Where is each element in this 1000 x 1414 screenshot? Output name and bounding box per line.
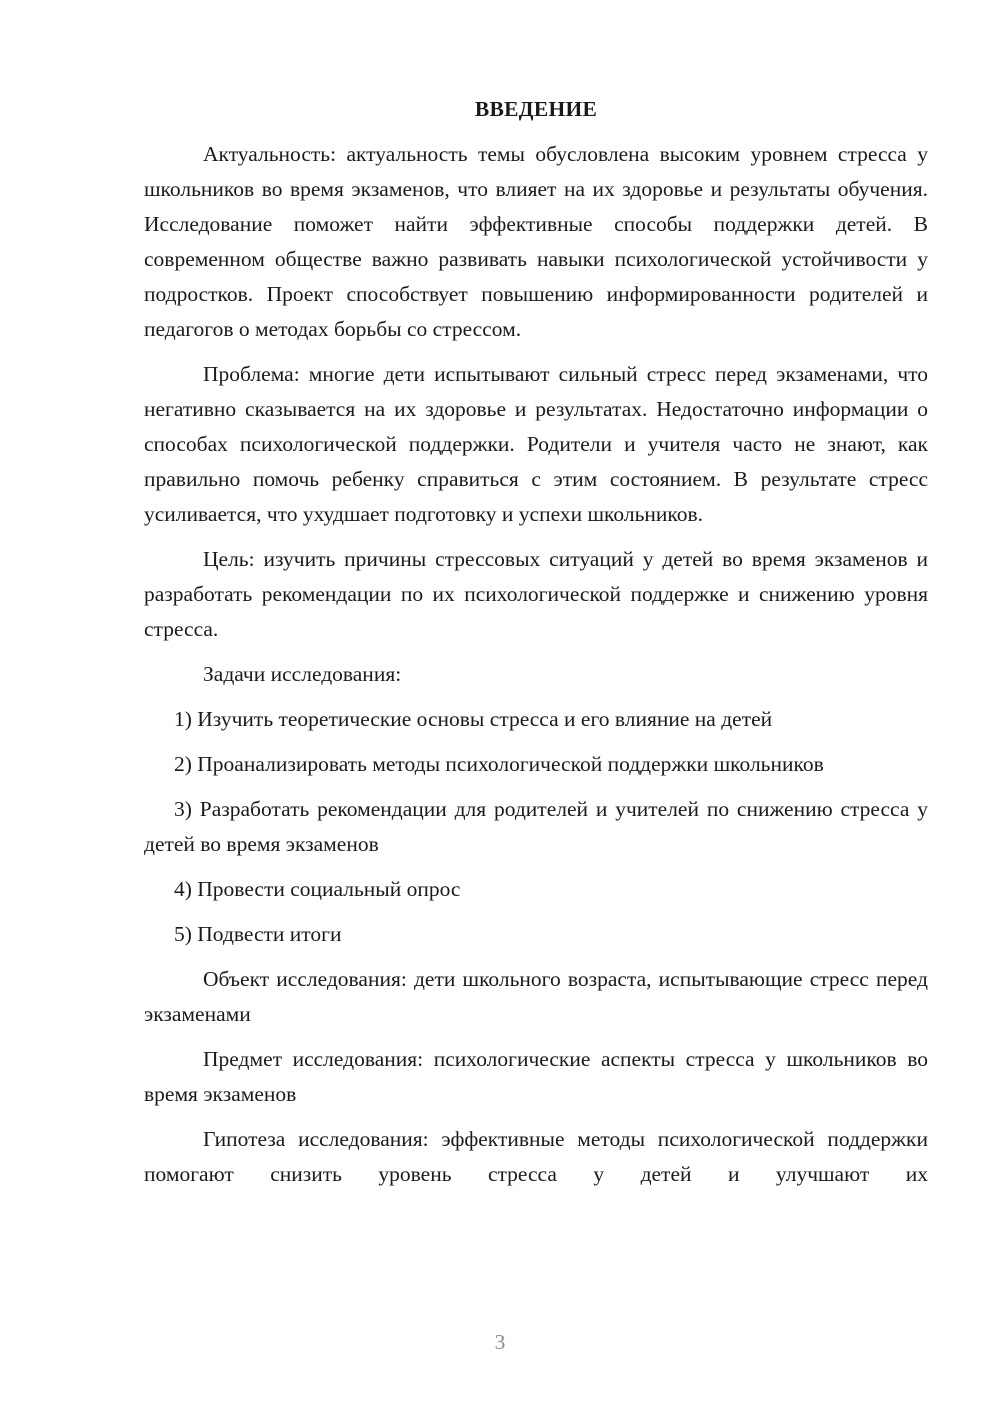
document-page — [144, 92, 928, 1202]
paragraph-relevance: Актуальность: актуальность темы обусловлена высоким уровнем стресса у школьников во время экзаменов, что влияет на их здоровье и результаты обучения. Исследование поможет найти эффективные способы поддержки детей. В современном обществе важно развивать навыки психологической устойчивости у подростков. Проект способствует повышению информированности родителей и педагогов о методах борьбы со стрессом. — [144, 142, 928, 341]
paragraph-subject: Предмет исследования: психологические аспекты стресса у школьников во время экзаменов — [144, 1047, 928, 1106]
task-item-1: 1) Изучить теоретические основы стресса и его влияние на детей — [174, 707, 773, 731]
tasks-heading: Задачи исследования: — [203, 662, 402, 686]
paragraph-problem: Проблема: многие дети испытывают сильный стресс перед экзаменами, что негативно сказывается на их здоровье и результатах. Недостаточно информации о способах психологической поддержки. Родители и учителя часто не знают, как правильно помочь ребенку справиться с этим состоянием. В результате стресс усиливается, что ухудшает подготовку и успехи школьников. — [144, 362, 928, 526]
paragraph-hypothesis: Гипотеза исследования: эффективные методы психологической поддержки помогают снизить уровень стресса у детей и улучшают их — [144, 1127, 928, 1186]
task-item-2: 2) Проанализировать методы психологической поддержки школьников — [174, 752, 824, 776]
task-item-5: 5) Подвести итоги — [174, 922, 342, 946]
paragraph-object: Объект исследования: дети школьного возраста, испытывающие стресс перед экзаменами — [144, 967, 928, 1026]
page-title: ВВЕДЕНИЕ — [474, 97, 598, 121]
task-item-4: 4) Провести социальный опрос — [174, 877, 461, 901]
task-item-3: 3) Разработать рекомендации для родителей и учителей по снижению стресса у детей во время экзаменов — [144, 797, 928, 856]
page-number: 3 — [494, 1330, 506, 1354]
paragraph-goal: Цель: изучить причины стрессовых ситуаций у детей во время экзаменов и разработать рекомендации по их психологической поддержке и снижению уровня стресса. — [144, 547, 928, 641]
